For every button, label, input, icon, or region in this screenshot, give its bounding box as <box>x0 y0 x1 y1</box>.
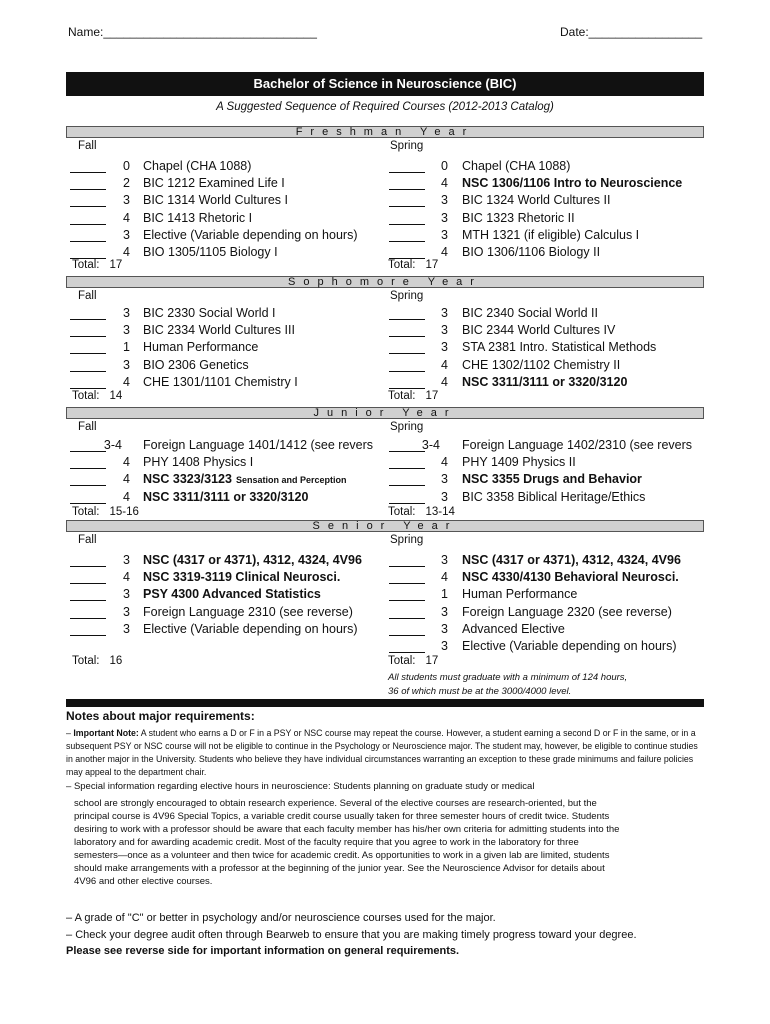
credit-hours: 3 <box>441 553 448 567</box>
course-name <box>143 570 340 584</box>
fall-total <box>72 259 122 271</box>
spring-course-row <box>389 306 709 323</box>
grade-blank[interactable] <box>70 635 106 636</box>
spring-course-row <box>389 228 709 245</box>
fall-course-row <box>70 211 390 228</box>
course-title: PHY 1408 Physics I <box>143 455 254 470</box>
course-name <box>462 622 565 636</box>
spring-course-row <box>389 570 709 587</box>
fall-course-row <box>70 622 390 639</box>
credit-hours: 1 <box>441 587 448 602</box>
total-label: Total: <box>72 259 100 271</box>
important-note-label: Important Note: <box>73 728 139 738</box>
fall-course-row <box>70 455 390 472</box>
course-title: BIC 1324 World Cultures II <box>462 193 611 208</box>
reverse-side-note: Please see reverse side for important information on general requirements. <box>66 945 460 957</box>
course-name <box>462 340 656 354</box>
course-title: Chapel (CHA 1088) <box>143 159 252 173</box>
date-field[interactable]: Date:_________________ <box>560 25 703 39</box>
total-label: Total: <box>72 390 100 402</box>
fall-total <box>72 390 122 402</box>
spring-course-row <box>389 358 709 375</box>
year-header: Senior Year <box>66 520 704 532</box>
grade-blank[interactable] <box>389 618 425 619</box>
course-title: BIO 2306 Genetics <box>143 357 249 372</box>
fall-course-row <box>70 340 390 357</box>
total-label: Total: <box>388 506 416 518</box>
course-title: CHE 1301/1101 Chemistry I <box>143 374 298 389</box>
spring-total <box>388 506 455 518</box>
credit-hours: 3 <box>441 489 448 504</box>
course-title: NSC 1306/1106 Intro to Neuroscience <box>462 176 683 191</box>
spring-course-row <box>389 438 709 455</box>
audit-reminder-text: Check your degree audit often through Bearweb to ensure that you are making timely progress toward your degree. <box>75 929 637 941</box>
credit-hours: 3 <box>123 621 130 636</box>
grade-blank[interactable] <box>70 566 106 567</box>
course-name <box>462 375 627 389</box>
grade-blank[interactable] <box>389 241 425 242</box>
spring-course-row <box>389 176 709 193</box>
credit-hours: 3 <box>441 227 448 242</box>
course-title: BIC 1323 Rhetoric II <box>462 210 575 225</box>
total-hours: 15-16 <box>109 506 139 518</box>
grade-blank[interactable] <box>389 485 425 486</box>
dash-marker: – <box>66 781 74 792</box>
fall-course-row <box>70 570 390 587</box>
spring-total <box>388 390 438 402</box>
important-note-text: A student who earns a D or F in a PSY or NSC course may repeat the course. However, a student earning a second D or F in the same, or in a subsequent PSY or NSC course will not be eligible to continue in the Psychology or Neuroscience major. The student may, however, be eligible to continue studies in another major in the University. Students who believe they have individual circumstances warranting an exception to these grade minimums and failure policies may appeal to the department chair. <box>66 728 698 777</box>
spring-course-row <box>389 455 709 472</box>
course-title: Foreign Language 1402/2310 (see revers <box>462 438 693 452</box>
course-title: PSY 4300 Advanced Statistics <box>143 587 321 602</box>
total-hours: 17 <box>109 259 123 271</box>
fall-course-row <box>70 193 390 210</box>
credit-hours: 3 <box>441 604 448 619</box>
course-title: BIC 2344 World Cultures IV <box>462 323 616 338</box>
fall-label: Fall <box>78 290 97 302</box>
grade-blank[interactable] <box>389 224 425 225</box>
credit-hours: 3 <box>441 472 448 487</box>
spring-course-row <box>389 211 709 228</box>
course-name <box>143 358 249 372</box>
course-name <box>462 193 610 207</box>
course-name <box>143 228 357 242</box>
course-title: BIO 1305/1105 Biology I <box>143 245 278 259</box>
fall-course-row <box>70 358 390 375</box>
fall-total <box>72 506 139 518</box>
audit-reminder <box>66 929 637 941</box>
fall-course-row <box>70 587 390 604</box>
course-title: BIC 1413 Rhetoric I <box>143 210 253 225</box>
credit-hours: 0 <box>123 159 130 173</box>
grade-requirement-text: A grade of "C" or better in psychology and/or neuroscience courses used for the major. <box>74 912 496 924</box>
course-title: Advanced Elective <box>462 621 565 636</box>
fall-course-row <box>70 438 390 455</box>
grade-blank[interactable] <box>389 189 425 190</box>
credit-hours: 4 <box>441 570 448 585</box>
graduation-note-line2: 36 of which must be at the 3000/4000 level. <box>388 686 572 697</box>
grade-blank[interactable] <box>389 371 425 372</box>
course-title: Elective (Variable depending on hours) <box>143 621 358 636</box>
spring-label: Spring <box>390 140 424 152</box>
grade-blank[interactable] <box>70 485 106 486</box>
spring-course-row <box>389 340 709 357</box>
grade-blank[interactable] <box>70 189 106 190</box>
grade-blank[interactable] <box>70 353 106 354</box>
credit-hours: 3 <box>441 621 448 636</box>
spring-course-row <box>389 490 709 507</box>
credit-hours: 3 <box>123 553 130 567</box>
course-title: BIC 3358 Biblical Heritage/Ethics <box>462 489 646 504</box>
total-hours: 13-14 <box>425 506 455 518</box>
spring-label: Spring <box>390 290 424 302</box>
dash-marker: – <box>66 912 75 924</box>
grade-blank[interactable] <box>389 388 425 389</box>
course-name <box>143 472 346 486</box>
credit-hours: 4 <box>441 245 448 259</box>
course-title: STA 2381 Intro. Statistical Methods <box>462 340 657 355</box>
grade-blank[interactable] <box>70 388 106 389</box>
course-title: NSC 3323/3123 <box>143 472 232 487</box>
spring-course-row <box>389 193 709 210</box>
credit-hours: 0 <box>441 159 448 173</box>
course-name <box>462 306 598 320</box>
course-title: Foreign Language 1401/1412 (see revers <box>143 438 374 452</box>
spring-course-row <box>389 587 709 604</box>
course-title: BIC 1314 World Cultures I <box>143 193 288 208</box>
fall-label: Fall <box>78 534 97 546</box>
page-subtitle: A Suggested Sequence of Required Courses (2012-2013 Catalog) <box>216 101 554 113</box>
course-title: NSC 4330/4130 Behavioral Neurosci. <box>462 570 679 585</box>
grade-blank[interactable] <box>70 618 106 619</box>
credit-hours: 4 <box>123 210 130 225</box>
grade-blank[interactable] <box>389 652 425 653</box>
course-title: NSC (4317 or 4371), 4312, 4324, 4V96 <box>143 553 362 567</box>
special-info-intro <box>66 780 706 793</box>
credit-hours: 4 <box>123 472 130 487</box>
course-name <box>462 245 600 259</box>
fall-course-row <box>70 605 390 622</box>
grade-blank[interactable] <box>389 172 425 173</box>
grade-blank[interactable] <box>389 353 425 354</box>
course-name <box>143 211 252 225</box>
course-name <box>462 587 577 601</box>
spring-total <box>388 655 438 667</box>
total-label: Total: <box>72 506 100 518</box>
credit-hours: 3-4 <box>103 438 122 452</box>
course-name <box>143 340 258 354</box>
grade-blank[interactable] <box>70 172 106 173</box>
fall-course-row <box>70 472 390 489</box>
credit-hours: 4 <box>123 489 130 504</box>
course-name <box>143 193 288 207</box>
spring-course-row <box>389 472 709 489</box>
fall-course-row <box>70 490 390 507</box>
fall-label: Fall <box>78 421 97 433</box>
course-name <box>462 159 570 173</box>
credit-hours: 3 <box>123 306 130 320</box>
credit-hours: 3 <box>123 587 130 602</box>
course-name <box>462 228 639 242</box>
grade-blank[interactable] <box>389 206 425 207</box>
notes-title: Notes about major requirements: <box>66 709 255 723</box>
grade-blank[interactable] <box>70 503 106 504</box>
spring-course-row <box>389 323 709 340</box>
course-title: Elective (Variable depending on hours) <box>462 639 677 653</box>
grade-blank[interactable] <box>389 503 425 504</box>
course-name <box>462 455 576 469</box>
grade-blank[interactable] <box>70 241 106 242</box>
course-subtitle: Sensation and Perception <box>235 475 347 486</box>
course-name <box>143 622 357 636</box>
spring-course-row <box>389 622 709 639</box>
course-name <box>462 472 642 486</box>
total-label: Total: <box>72 655 100 667</box>
total-label: Total: <box>388 259 416 271</box>
grade-blank[interactable] <box>70 206 106 207</box>
total-hours: 17 <box>425 259 439 271</box>
credit-hours: 4 <box>441 455 448 470</box>
year-header: Junior Year <box>66 407 704 419</box>
credit-hours: 3 <box>123 193 130 208</box>
credit-hours: 3 <box>441 323 448 338</box>
total-hours: 17 <box>425 390 439 402</box>
course-name <box>462 570 679 584</box>
credit-hours: 4 <box>123 374 130 389</box>
course-name <box>143 587 321 601</box>
grade-blank[interactable] <box>70 336 106 337</box>
spring-label: Spring <box>390 421 424 433</box>
course-title: CHE 1302/1102 Chemistry II <box>462 357 621 372</box>
grade-blank[interactable] <box>389 319 425 320</box>
spring-course-row <box>389 159 709 176</box>
course-title: PHY 1409 Physics II <box>462 455 576 470</box>
credit-hours: 3 <box>123 323 130 338</box>
credit-hours: 4 <box>441 374 448 389</box>
credit-hours: 3-4 <box>421 438 440 452</box>
course-title: NSC 3311/3111 or 3320/3120 <box>143 489 309 504</box>
grade-blank[interactable] <box>70 371 106 372</box>
total-hours: 14 <box>109 390 123 402</box>
special-info-body: school are strongly encouraged to obtain research experience. Several of the elective courses are research-oriented, but the principal course is 4V96 Special Topics, a variable credit course usually taken for three semester hours of credit twice. Students desiring to work with a professor should be aware that each faculty member has his/her own criteria for admitting students into the laboratory and for awarding academic credit. Most of the faculty require that you agree to work in the laboratory for three semesters—once as a volunteer and then twice for academic credit. As opportunities to work in a given lab are limited, students should make arrangements with a professor at the beginning of the junior year. See the Neuroscience Advisor for details about 4V96 and other elective courses. <box>74 798 620 887</box>
course-name <box>143 323 295 337</box>
spring-course-row <box>389 605 709 622</box>
total-label: Total: <box>388 390 416 402</box>
course-name <box>143 553 362 567</box>
grade-blank[interactable] <box>389 336 425 337</box>
total-hours: 16 <box>109 655 123 667</box>
year-header: Sophomore Year <box>66 276 704 288</box>
important-note <box>66 727 706 779</box>
course-title: NSC 3311/3111 or 3320/3120 <box>462 374 628 389</box>
spring-label: Spring <box>390 534 424 546</box>
course-name <box>143 490 308 504</box>
credit-hours: 1 <box>123 340 130 355</box>
credit-hours: 4 <box>441 176 448 191</box>
course-name <box>143 605 353 619</box>
fall-course-row <box>70 323 390 340</box>
credit-hours: 3 <box>441 210 448 225</box>
grade-blank[interactable] <box>389 468 425 469</box>
credit-hours: 3 <box>441 639 448 653</box>
course-name <box>462 490 645 504</box>
grade-blank[interactable] <box>389 635 425 636</box>
course-title: Foreign Language 2320 (see reverse) <box>462 604 672 619</box>
section-divider <box>66 699 704 707</box>
total-label: Total: <box>388 655 416 667</box>
course-name <box>143 438 373 452</box>
year-header: Freshman Year <box>66 126 704 138</box>
fall-total <box>72 655 122 667</box>
grade-blank[interactable] <box>70 224 106 225</box>
grade-blank[interactable] <box>389 566 425 567</box>
grade-blank[interactable] <box>70 600 106 601</box>
grade-blank[interactable] <box>389 600 425 601</box>
dash-marker: – <box>66 929 76 941</box>
course-title: BIC 2334 World Cultures III <box>143 323 295 338</box>
course-name <box>143 159 251 173</box>
dash-marker: – <box>66 728 74 738</box>
credit-hours: 3 <box>441 193 448 208</box>
course-title: BIC 2340 Social World II <box>462 306 598 320</box>
special-info-intro-text: Special information regarding elective hours in neuroscience: Students planning on graduate study or medical <box>73 781 535 792</box>
course-name <box>462 438 692 452</box>
credit-hours: 2 <box>123 176 130 191</box>
fall-course-row <box>70 176 390 193</box>
grade-blank[interactable] <box>70 583 106 584</box>
total-hours: 17 <box>425 655 439 667</box>
spring-total <box>388 259 438 271</box>
grade-blank[interactable] <box>70 319 106 320</box>
credit-hours: 3 <box>441 306 448 320</box>
graduation-note-line1: All students must graduate with a minimum of 124 hours, <box>388 672 628 683</box>
fall-course-row <box>70 306 390 323</box>
fall-course-row <box>70 228 390 245</box>
course-name <box>143 375 298 389</box>
spring-course-row <box>389 639 709 656</box>
course-name <box>143 455 253 469</box>
page-title: Bachelor of Science in Neuroscience (BIC) <box>66 72 704 96</box>
course-title: Human Performance <box>462 587 578 602</box>
course-name <box>462 176 682 190</box>
credit-hours: 3 <box>123 357 130 372</box>
course-name <box>462 323 615 337</box>
course-name <box>462 211 575 225</box>
grade-requirement <box>66 912 496 924</box>
course-title: Chapel (CHA 1088) <box>462 159 571 173</box>
course-name <box>462 639 676 653</box>
course-title: NSC (4317 or 4371), 4312, 4324, 4V96 <box>462 553 681 567</box>
course-name <box>143 176 285 190</box>
course-title: Human Performance <box>143 340 259 355</box>
credit-hours: 4 <box>123 455 130 470</box>
credit-hours: 3 <box>123 604 130 619</box>
credit-hours: 4 <box>441 357 448 372</box>
course-title: Elective (Variable depending on hours) <box>143 227 358 242</box>
course-name <box>143 306 275 320</box>
course-name <box>462 553 681 567</box>
course-title: BIC 1212 Examined Life I <box>143 176 285 191</box>
course-title: BIC 2330 Social World I <box>143 306 276 320</box>
grade-blank[interactable] <box>389 583 425 584</box>
course-name <box>462 358 620 372</box>
course-name <box>462 605 672 619</box>
credit-hours: 3 <box>441 340 448 355</box>
course-title: MTH 1321 (if eligible) Calculus I <box>462 227 640 242</box>
grade-blank[interactable] <box>70 468 106 469</box>
course-name <box>143 245 278 259</box>
course-title: BIO 1306/1106 Biology II <box>462 245 601 259</box>
spring-course-row <box>389 553 709 570</box>
fall-course-row <box>70 553 390 570</box>
fall-course-row <box>70 159 390 176</box>
credit-hours: 4 <box>123 570 130 585</box>
course-title: NSC 3319-3119 Clinical Neurosci. <box>143 570 341 585</box>
course-title: NSC 3355 Drugs and Behavior <box>462 472 642 487</box>
course-title: Foreign Language 2310 (see reverse) <box>143 604 353 619</box>
fall-label: Fall <box>78 140 97 152</box>
name-field[interactable]: Name:________________________________ <box>68 25 317 39</box>
credit-hours: 3 <box>123 227 130 242</box>
credit-hours: 4 <box>123 245 130 259</box>
